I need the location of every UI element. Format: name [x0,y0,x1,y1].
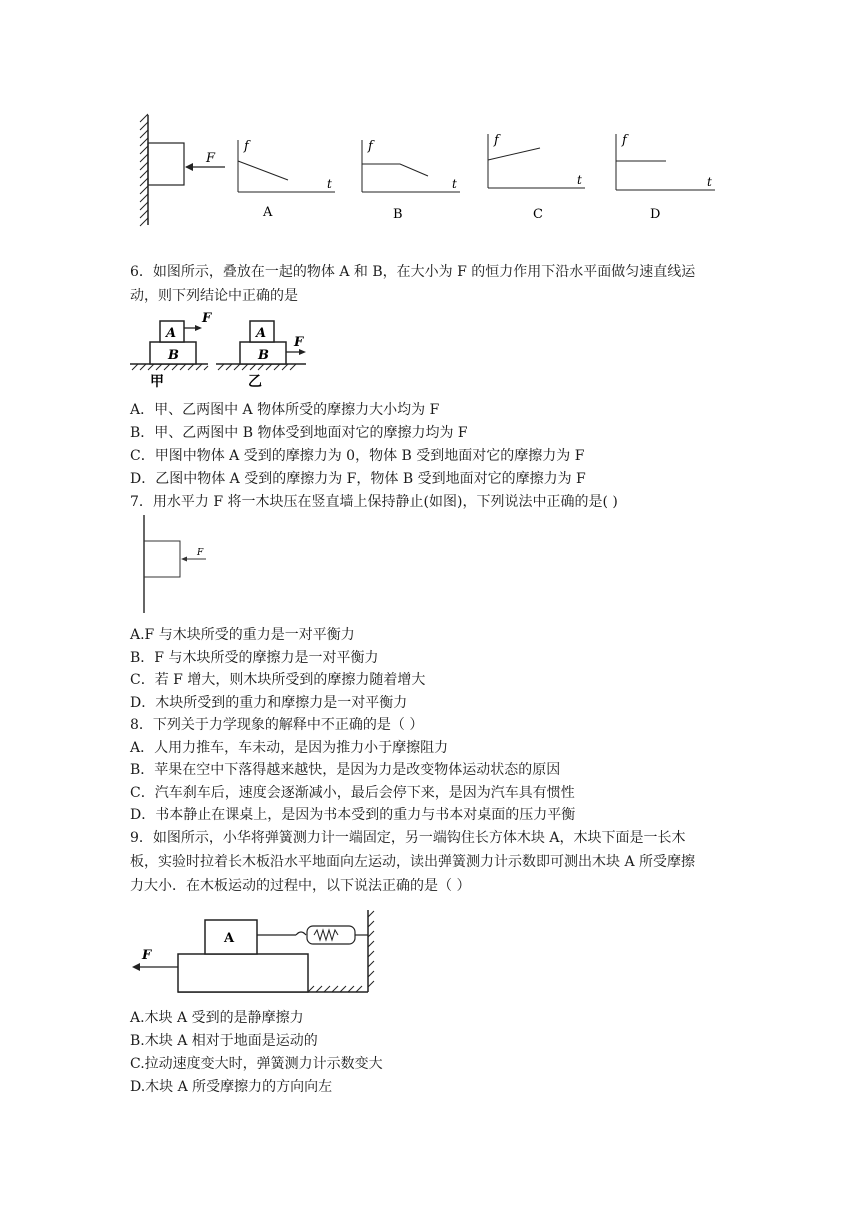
q9-stem-line2: 板，实验时拉着长木板沿水平地面向左运动，读出弹簧测力计示数即可测出木块 A 所受摩擦 [130,854,696,870]
graph-d-label: D [650,207,661,222]
q9-stem-line1: 9．如图所示，小华将弹簧测力计一端固定，另一端钩住长方体木块 A，木块下面是一长木 [130,830,686,846]
q9-option-a[interactable]: A.木块 A 受到的是静摩擦力 [130,1010,304,1026]
graph-c-y-axis-label: f [494,133,499,148]
q7-figure [130,513,220,617]
figure-jia [130,311,212,390]
jia-force: F [202,311,212,326]
force-label: F [197,548,204,558]
figure-yi [216,321,306,390]
q9-figure [128,905,378,1000]
q6-stem-line1: 6．如图所示，叠放在一起的物体 A 和 B，在大小为 F 的恒力作用下沿水平面做匀速直线运 [130,264,696,280]
spring-scale [307,926,368,944]
graph-c[interactable] [488,133,585,222]
graph-a-y-axis-label: f [244,139,249,154]
long-board [178,954,308,992]
graph-a-label: A [263,205,273,220]
q8-option-b[interactable]: B．苹果在空中下落得越来越快，是因为力是改变物体运动状态的原因 [130,762,561,778]
caption-yi: 乙 [248,374,262,390]
graph-b-curve [362,164,428,176]
q7-option-b[interactable]: B．F 与木块所受的摩擦力是一对平衡力 [130,650,379,666]
q7-option-d[interactable]: D．木块所受到的重力和摩擦力是一对平衡力 [130,695,408,711]
q8-option-a[interactable]: A．人用力推车，车未动，是因为推力小于摩擦阻力 [130,740,449,756]
force-label: F [206,151,216,166]
q9-option-b[interactable]: B.木块 A 相对于地面是运动的 [130,1033,318,1049]
graph-a-x-axis-label: t [327,177,332,191]
force-label: F [142,948,152,963]
graph-c-label: C [533,207,543,222]
q7-option-c[interactable]: C．若 F 增大，则木块所受到的摩擦力随着增大 [130,672,426,688]
graph-b-label: B [393,207,403,222]
jia-block-a: A [166,326,177,341]
graph-a-curve [238,161,288,180]
q5-figure [130,110,730,230]
q6-option-c[interactable]: C．甲图中物体 A 受到的摩擦力为 0，物体 B 受到地面对它的摩擦力为 F [130,448,585,464]
q7-option-a[interactable]: A.F 与木块所受的重力是一对平衡力 [130,627,355,643]
block [148,143,184,185]
q6-stem-line2: 动，则下列结论中正确的是 [130,288,298,304]
graph-b-x-axis-label: t [452,177,457,191]
graph-d[interactable] [616,133,715,222]
graph-b-y-axis-label: f [368,139,373,154]
q6-option-a[interactable]: A．甲、乙两图中 A 物体所受的摩擦力大小均为 F [130,402,440,418]
q6-option-b[interactable]: B．甲、乙两图中 B 物体受到地面对它的摩擦力均为 F [130,425,468,441]
graph-c-x-axis-label: t [577,173,582,187]
graph-d-y-axis-label: f [622,133,627,148]
q9-stem-line3: 力大小．在木板运动的过程中，以下说法正确的是（ ） [130,878,471,894]
block-a-label: A [224,931,235,946]
q9-option-c[interactable]: C.拉动速度变大时，弹簧测力计示数变大 [130,1056,383,1072]
caption-jia: 甲 [150,374,164,390]
q9-option-d[interactable]: D.木块 A 所受摩擦力的方向向左 [130,1079,333,1095]
q8-stem: 8．下列关于力学现象的解释中不正确的是（ ） [130,717,424,733]
wall [140,114,148,226]
q8-option-c[interactable]: C．汽车刹车后，速度会逐渐减小，最后会停下来，是因为汽车具有惯性 [130,785,575,801]
q6-option-d[interactable]: D．乙图中物体 A 受到的摩擦力为 F，物体 B 受到地面对它的摩擦力为 F [130,471,586,487]
graph-c-curve [488,148,540,160]
q7-stem: 7．用水平力 F 将一木块压在竖直墙上保持静止(如图)，下列说法中正确的是( ) [130,494,618,510]
yi-force: F [294,335,304,350]
graph-d-x-axis-label: t [707,175,712,189]
yi-block-b: B [258,348,269,363]
jia-block-b: B [168,348,179,363]
graph-b[interactable] [362,139,460,222]
q8-option-d[interactable]: D．书本静止在课桌上，是因为书本受到的重力与书本对桌面的压力平衡 [130,807,576,823]
q6-figure [128,308,318,390]
graph-a[interactable] [238,139,335,220]
yi-block-a: A [256,326,267,341]
block [144,541,180,577]
